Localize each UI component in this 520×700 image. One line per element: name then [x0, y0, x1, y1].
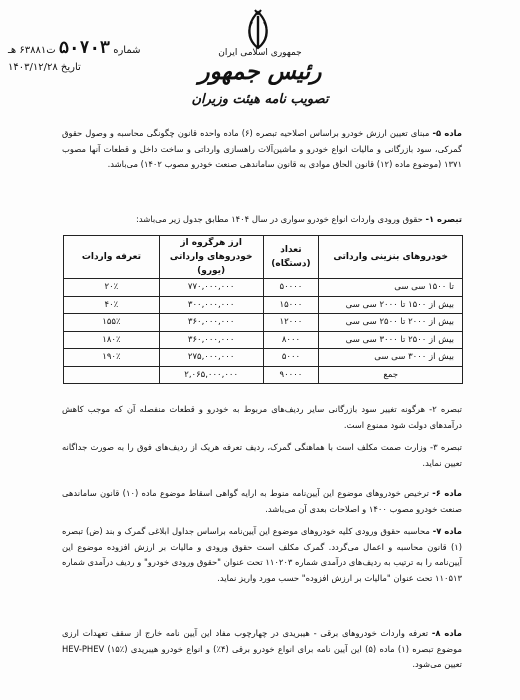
- table-total-row: [64, 366, 463, 384]
- table-cell: [64, 366, 160, 384]
- iran-emblem-icon: [238, 8, 278, 52]
- article-6: [62, 486, 462, 517]
- article-5: [62, 126, 462, 173]
- table-row: [64, 331, 463, 349]
- table-cell: ۵۰۰۰: [263, 349, 319, 367]
- table-cell: ۹۰۰۰۰: [263, 366, 319, 384]
- note-1-text: حقوق ورودی واردات انواع خودرو سواری در سال ۱۴۰۴ مطابق جدول زیر می‌باشد:: [136, 214, 423, 224]
- table-cell: تا ۱۵۰۰ سی سی: [319, 279, 463, 297]
- table-cell: ۱۸۰٪: [64, 331, 160, 349]
- table-header-cell: خودروهای بنزینی وارداتی: [319, 236, 463, 279]
- table-cell: ۴۰٪: [64, 296, 160, 314]
- number-value: ۵۰۷۰۳: [58, 38, 111, 58]
- table-cell: ۲۷۵,۰۰۰,۰۰۰: [159, 349, 263, 367]
- article-7-heading: ماده ۷-: [432, 526, 462, 536]
- tariff-table: [63, 235, 463, 384]
- table-cell: بیش از ۲۵۰۰ تا ۳۰۰۰ سی سی: [319, 331, 463, 349]
- table-cell: ۱۹۰٪: [64, 349, 160, 367]
- table-cell: ۳۶۰,۰۰۰,۰۰۰: [159, 331, 263, 349]
- table-cell: بیش از ۲۰۰۰ تا ۲۵۰۰ سی سی: [319, 314, 463, 332]
- table-row: [64, 314, 463, 332]
- table-cell: ۸۰۰۰: [263, 331, 319, 349]
- table-row: [64, 349, 463, 367]
- table-header-row: [64, 236, 463, 279]
- article-6-heading: ماده ۶-: [432, 488, 462, 498]
- table-cell: ۳۰۰,۰۰۰,۰۰۰: [159, 296, 263, 314]
- article-5-text: مبنای تعیین ارزش خودرو براساس اصلاحیه تبصره (۶) ماده واحده قانون چگونگی محاسبه و وصول حقوق گمرکی، سود بازرگانی و مالیات انواع خودرو و ماشین‌آلات راهسازی وارداتی و ساخت داخل و قطعات آنها مصوب ۱۳۷۱ (موضوع ماده (۱۲) قانون الحاق موادی به قانون ساماندهی صنعت خودرو مصوب ۱۴۰۲) می‌باشد.: [62, 128, 462, 170]
- article-5-heading: ماده ۵-: [432, 128, 462, 138]
- table-cell: ۱۲۰۰۰: [263, 314, 319, 332]
- note-1-heading: تبصره ۱-: [425, 214, 462, 224]
- number-line: [8, 38, 141, 58]
- table-cell: ۱۵۰۰۰: [263, 296, 319, 314]
- article-8-heading: ماده ۸-: [431, 628, 462, 638]
- table-cell: بیش از ۱۵۰۰ تا ۲۰۰۰ سی سی: [319, 296, 463, 314]
- date-label: تاریخ: [60, 62, 81, 73]
- number-label: شماره: [113, 45, 141, 56]
- note-3: تبصره ۳- وزارت صمت مکلف است با هماهنگی گمرک، ردیف تعرفه هریک از ردیف‌های فوق را به صورت جداگانه تعیین نماید.: [62, 442, 462, 468]
- table-cell: بیش از ۳۰۰۰ سی سی: [319, 349, 463, 367]
- table-cell: ۱۵۵٪: [64, 314, 160, 332]
- table-cell: ۵۰۰۰۰: [263, 279, 319, 297]
- number-suffix: ت۶۳۸۸۱ هـ: [8, 45, 56, 56]
- date-line: [8, 62, 81, 73]
- table-header-cell: ارز هرگروه از خودروهای وارداتی (یورو): [159, 236, 263, 279]
- note-1: [62, 212, 462, 228]
- table-header-cell: تعرفه واردات: [64, 236, 160, 279]
- article-8-text: تعرفه واردات خودروهای برقی - هیبریدی در چهارچوب مفاد این آیین نامه خارج از سقف تعهدات ارزی موضوع تبصره (۱) ماده (۵) این آیین نامه برای انواع خودرو برقی (۴٪) و انواع خودرو هیبریدی HEV-PHEV (۱۵٪) تعیین می‌شود.: [62, 628, 462, 670]
- article-6-text: ترخیص خودروهای موضوع این آیین‌نامه منوط به ارایه گواهی اسقاط موضوع ماده (۱۰) قانون ساماندهی صنعت خودرو مصوب ۱۴۰۰ و اصلاحات بعدی آن می‌باشد.: [62, 488, 462, 514]
- header-title: رئیس جمهور: [198, 58, 322, 85]
- table-cell: ۲,۰۶۵,۰۰۰,۰۰۰: [159, 366, 263, 384]
- table-cell: ۲۰٪: [64, 279, 160, 297]
- header-org: جمهوری اسلامی ایران: [218, 48, 302, 58]
- date-value: ۱۴۰۳/۱۲/۲۸: [8, 62, 58, 73]
- table-row: [64, 279, 463, 297]
- article-8: [62, 626, 462, 673]
- header-subtitle: تصویب نامه هیئت وزیران: [191, 92, 329, 107]
- article-7-text: محاسبه حقوق ورودی کلیه خودروهای موضوع این آیین‌نامه براساس جداول ابلاغی گمرک و بند (ض) تبصره (۱) قانون محاسبه و اعمال می‌گردد. گمرک مکلف است حقوق ورودی و مالیات بر ارزش افزوده موضوع این آیین‌نامه را به ترتیب به ردیف‌های درآمدی شماره ۱۱۰۲۰۳ تحت عنوان "حقوق ورودی خودرو" و ردیف درآمدی شماره ۱۱۰۵۱۳ تحت عنوان "مالیات بر ارزش افزوده" حسب مورد واریز نماید.: [62, 526, 462, 583]
- table-cell: جمع: [319, 366, 463, 384]
- note-2: تبصره ۲- هرگونه تغییر سود بازرگانی سایر ردیف‌های مربوط به خودرو و قطعات منفصله آن که موجب کاهش درآمدهای دولت شود ممنوع است.: [62, 404, 462, 430]
- table-row: [64, 296, 463, 314]
- table-cell: ۷۷۰,۰۰۰,۰۰۰: [159, 279, 263, 297]
- article-7: [62, 524, 462, 586]
- table-header-cell: تعداد (دستگاه): [263, 236, 319, 279]
- table-cell: ۳۶۰,۰۰۰,۰۰۰: [159, 314, 263, 332]
